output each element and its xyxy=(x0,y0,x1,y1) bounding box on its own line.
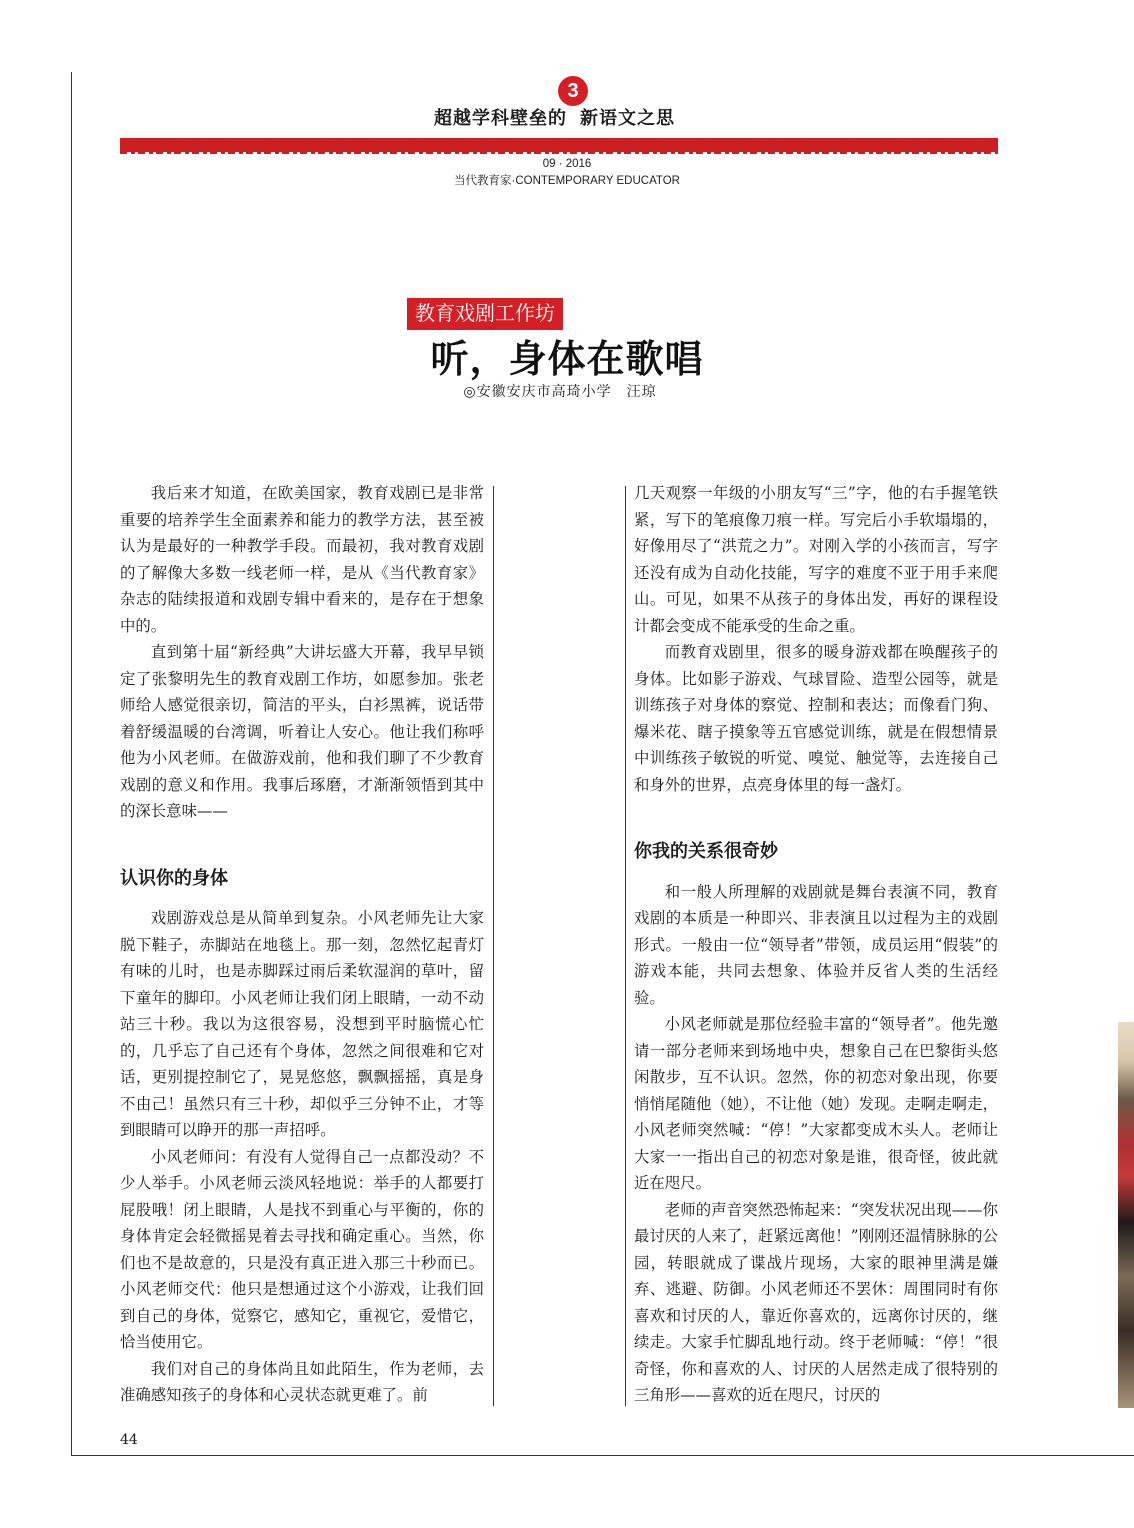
section-title-left: 超越学科壁垒的 xyxy=(434,108,567,129)
page-frame-bottom-rule xyxy=(71,1455,1134,1456)
paragraph: 我后来才知道，在欧美国家，教育戏剧已是非常重要的培养学生全面素养和能力的教学方法，甚至被认为是最好的一种教学手段。而最初，我对教育戏剧的了解像大多数一线老师一样，是从《当代教育家》杂志的陆续报道和戏剧专辑中看来的，是存在于想象中的。 xyxy=(120,484,484,635)
paragraph: 戏剧游戏总是从简单到复杂。小风老师先让大家脱下鞋子，赤脚站在地毯上。那一刻，忽然忆起青灯有味的儿时，也是赤脚踩过雨后柔软湿润的草叶，留下童年的脚印。小风老师让我们闭上眼睛，一动不动站三十秒。我以为这很容易，没想到平时脑慌心忙的，几乎忘了自己还有个身体，忽然之间很难和它对话，更别提控制它了，晃晃悠悠，飘飘摇摇，真是身不由己！虽然只有三十秒，却似乎三分钟不止，才等到眼睛可以睁开的那一声招呼。 xyxy=(120,909,484,1139)
magazine-name: 当代教育家·CONTEMPORARY EDUCATOR xyxy=(454,175,680,187)
issue-date: 09 · 2016 xyxy=(542,158,592,170)
article-headline: 听，身体在歌唱 xyxy=(430,339,704,381)
section-title-right: 新语文之思 xyxy=(580,108,675,129)
red-header-bar xyxy=(120,138,998,152)
article-byline: ◎安徽安庆市高琦小学 汪琼 xyxy=(463,384,657,400)
paragraph: 直到第十届“新经典”大讲坛盛大开幕，我早早锁定了张黎明先生的教育戏剧工作坊，如愿参加。张老师给人感觉很亲切，简洁的平头，白衫黑裤，说话带着舒缓温暖的台湾调，听着让人安心。他让我们称呼他为小风老师。在做游戏前，他和我们聊了不少教育戏剧的意义和作用。我事后琢磨，才渐渐领悟到其中的深长意味—— xyxy=(120,643,484,820)
page-number: 44 xyxy=(120,1432,138,1448)
paragraph: 小风老师就是那位经验丰富的“领导者”。他先邀请一部分老师来到场地中央，想象自己在巴黎街头悠闲散步，互不认识。忽然，你的初恋对象出现，你要悄悄尾随他（她），不让他（她）发现。走啊走啊走，小风老师突然喊：“停！”大家都变成木头人。老师让大家一一指出自己的初恋对象是谁，很奇怪，彼此就近在咫尺。 xyxy=(634,1015,998,1192)
paragraph-continued: 几天观察一年级的小朋友写“三”字，他的右手握笔铁紧，写下的笔痕像刀痕一样。写完后小手软塌塌的，好像用尽了“洪荒之力”。对刚入学的小孩而言，写字还没有成为自动化技能，写字的难度不亚于用手来爬山。可见，如果不从孩子的身体出发，再好的课程设计都会变成不能承受的生命之重。 xyxy=(634,484,998,635)
right-text-column xyxy=(634,480,998,1409)
paragraph: 我们对自己的身体尚且如此陌生，作为老师，去准确感知孩子的身体和心灵状态就更难了。前 xyxy=(120,1359,484,1404)
section-header xyxy=(0,74,1134,134)
page-frame-left-rule xyxy=(71,72,72,1456)
paragraph: 和一般人所理解的戏剧就是舞台表演不同，教育戏剧的本质是一种即兴、非表演且以过程为主的戏剧形式。一般由一位“领导者”带领，成员运用“假装”的游戏本能，共同去想象、体验并反省人类的生活经验。 xyxy=(634,882,998,1007)
paragraph: 而教育戏剧里，很多的暖身游戏都在唤醒孩子的身体。比如影子游戏、气球冒险、造型公园等，就是训练孩子对身体的察觉、控制和表达；而像看门狗、爆米花、瞎子摸象等五官感觉训练，就是在假想情景中训练孩子敏锐的听觉、嗅觉、触觉等，去连接自己和身外的世界，点亮身体里的每一盏灯。 xyxy=(634,643,998,794)
left-text-column xyxy=(120,480,484,1409)
column-divider-left xyxy=(493,486,494,1406)
paragraph: 老师的声音突然恐怖起来：“突发状况出现——你最讨厌的人来了，赶紧远离他！”刚刚还温情脉脉的公园，转眼就成了谍战片现场，大家的眼神里满是嫌弃、逃避、防御。小风老师还不罢休：周围同时有你喜欢和讨厌的人，靠近你喜欢的，远离你讨厌的，继续走。大家手忙脚乱地行动。终于老师喊：“停！”很奇怪，你和喜欢的人、讨厌的人居然走成了很特别的三角形——喜欢的近在咫尺，讨厌的 xyxy=(634,1200,998,1404)
column-divider-right xyxy=(625,486,626,1406)
paragraph: 小风老师问：有没有人觉得自己一点都没动？不少人举手。小风老师云淡风轻地说：举手的人都要打屁股哦！闭上眼睛，人是找不到重心与平衡的，你的身体肯定会轻微摇晃着去寻找和确定重心。当然，你们也不是故意的，只是没有真正进入那三十秒而已。小风老师交代：他只是想通过这个小游戏，让我们回到自己的身体，觉察它，感知它，重视它，爱惜它，恰当使用它。 xyxy=(120,1147,484,1351)
subheading-relationship: 你我的关系很奇妙 xyxy=(634,841,778,861)
section-number-badge: 3 xyxy=(558,76,588,106)
subheading-know-your-body: 认识你的身体 xyxy=(120,867,228,888)
cropped-photo-edge xyxy=(1118,1022,1134,1408)
column-tag: 教育戏剧工作坊 xyxy=(407,298,563,330)
